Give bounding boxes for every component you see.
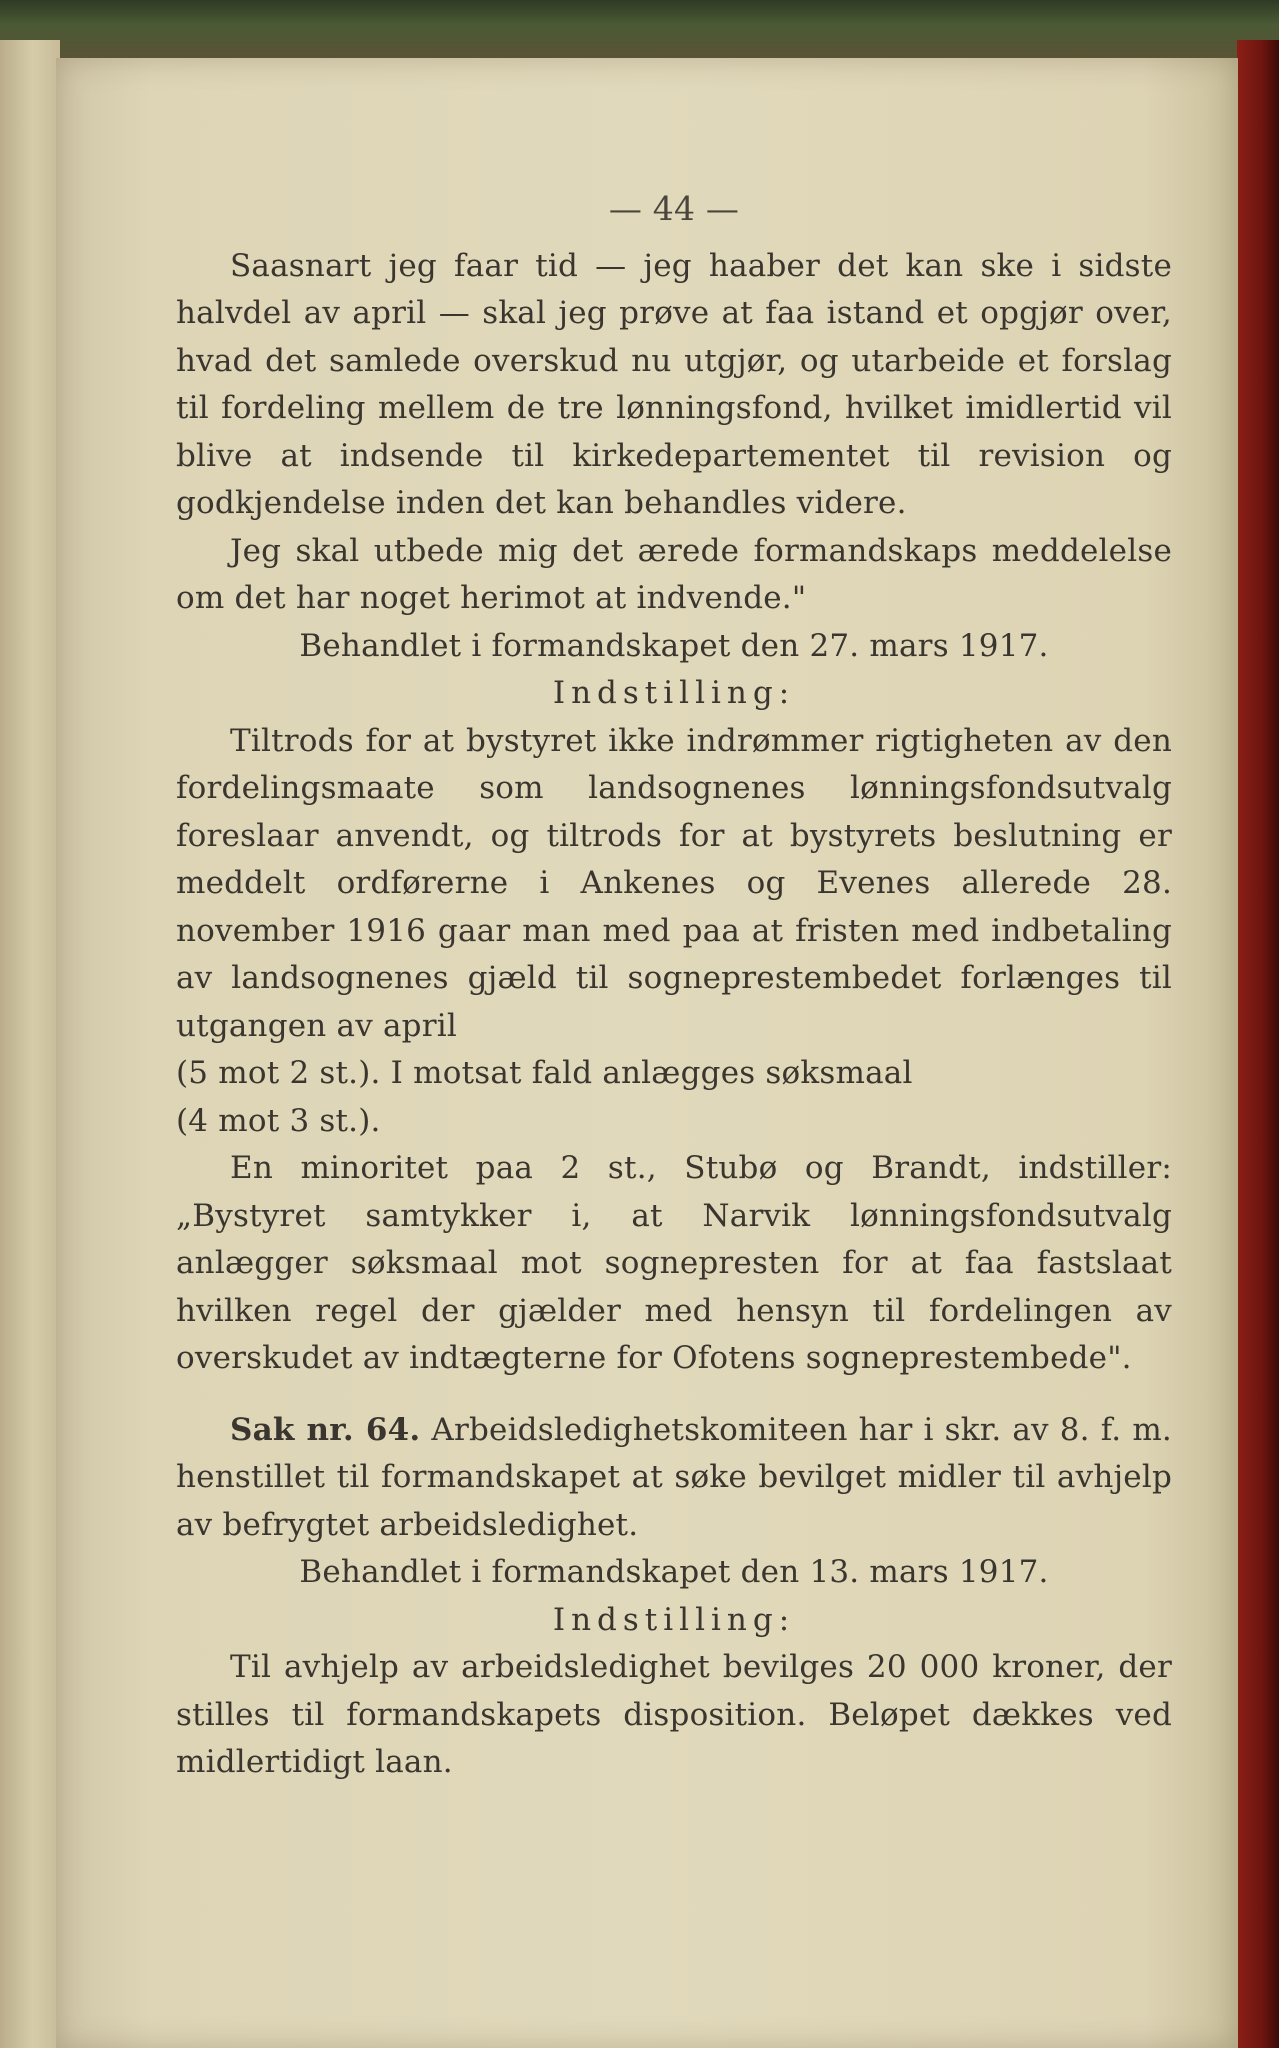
paragraph-overskud: Saasnart jeg faar tid — jeg haaber det kan ske i sidste halvdel av april — skal jeg prøve at faa istand et opgjør over, hvad det samlede overskud nu utgjør, og utarbeide et forslag til fordeling mellem de tre lønningsfond, hvilket imidlertid vil blive at indsende til kirkedepartementet til revision og godkjendelse inden det kan behandles videre. [176, 247, 1172, 521]
paragraph-meddelelse: Jeg skal utbede mig det ærede formandskaps meddelelse om det har noget herimot at indvende." [176, 532, 1172, 616]
paragraph-bevilges: Til avhjelp av arbeidsledighet bevilges 20 000 kroner, der stilles til formandskapets disposition. Beløpet dækkes ved midlertidigt laan. [176, 1649, 1172, 1780]
book-left-edge [0, 40, 60, 2048]
book-binding-edge [1237, 40, 1279, 2048]
paragraph-sak-64 [176, 1407, 1172, 1550]
vote-result-2: (4 mot 3 st.). [176, 1102, 381, 1139]
page-text [176, 185, 1172, 1787]
case-number: Sak nr. 64. [230, 1411, 421, 1448]
paragraph-minoritet: En minoritet paa 2 st., Stubø og Brandt, indstiller: „Bystyret samtykker i, at Narvik lønningsfondsutvalg anlægger søksmaal mot sognepresten for at faa fastslaat hvilken regel der gjælder med hensyn til fordelingen av overskudet av indtægterne for Ofotens sogneprestembede". [176, 1150, 1172, 1376]
case-description: Arbeidsledighetskomiteen har i skr. av 8. f. m. henstillet til formandskapet at søke bevilget midler til avhjelp av befrygtet arbeidsledighet. [176, 1411, 1172, 1543]
paragraph-tiltrods: Tiltrods for at bystyret ikke indrømmer rigtigheten av den fordelingsmaate som landsognenes lønningsfondsutvalg foreslaar anvendt, og tiltrods for at bystyrets beslutning er meddelt ordførerne i Ankenes og Evenes allerede 28. november 1916 gaar man med paa at fristen med indbetaling av landsognenes gjæld til sogneprestembedet forlænges til utgangen av april [176, 722, 1172, 1044]
recommendation-heading-1: Indstilling: [552, 675, 796, 711]
treatment-note-1: Behandlet i formandskapet den 27. mars 1917. [299, 627, 1049, 664]
page-number: — 44 — [608, 189, 740, 228]
book-top-edge [0, 0, 1279, 62]
section-gap [176, 1383, 1172, 1407]
treatment-note-2: Behandlet i formandskapet den 13. mars 1917. [299, 1554, 1049, 1590]
vote-result-1: (5 mot 2 st.). I motsat fald anlægges søksmaal [176, 1055, 913, 1091]
recommendation-heading-2: Indstilling: [552, 1601, 796, 1638]
